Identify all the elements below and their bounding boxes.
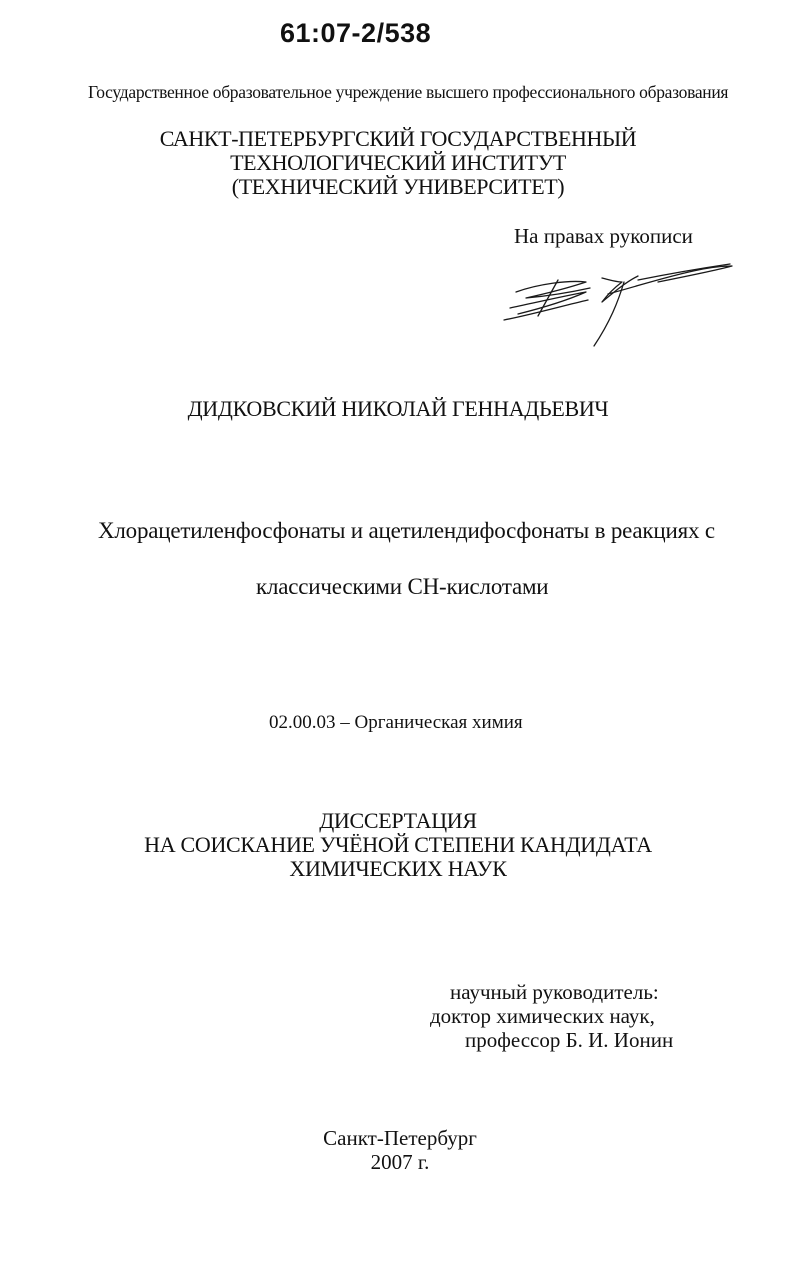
- thesis-title-line-2: классическими СН-кислотами: [256, 574, 549, 599]
- degree-line-1: ДИССЕРТАЦИЯ: [319, 808, 477, 833]
- rights-note: На правах рукописи: [514, 224, 693, 248]
- supervisor-degree: доктор химических наук,: [430, 1004, 655, 1028]
- signature-stroke: [594, 282, 624, 346]
- institution-name-line-3: (ТЕХНИЧЕСКИЙ УНИВЕРСИТЕТ): [231, 174, 565, 199]
- signature-stroke: [602, 276, 638, 302]
- signature-stroke: [638, 264, 730, 280]
- specialty-code: 02.00.03 – Органическая химия: [269, 712, 523, 733]
- thesis-title-line-1: Хлорацетиленфосфонаты и ацетилендифосфонаты в реакциях с: [98, 518, 715, 543]
- year: 2007 г.: [370, 1150, 430, 1174]
- degree-line-2: НА СОИСКАНИЕ УЧЁНОЙ СТЕПЕНИ КАНДИДАТА: [144, 832, 652, 857]
- institution-name-line-2: ТЕХНОЛОГИЧЕСКИЙ ИНСТИТУТ: [230, 150, 566, 175]
- archive-code: 61:07-2/538: [280, 18, 432, 48]
- degree-line-3: ХИМИЧЕСКИХ НАУК: [289, 856, 507, 881]
- institution-name-line-1: САНКТ-ПЕТЕРБУРГСКИЙ ГОСУДАРСТВЕННЫЙ: [159, 126, 637, 151]
- signature-stroke: [608, 266, 732, 294]
- author-name: ДИДКОВСКИЙ НИКОЛАЙ ГЕННАДЬЕВИЧ: [187, 396, 609, 421]
- supervisor-name: профессор Б. И. Ионин: [465, 1028, 674, 1052]
- city: Санкт-Петербург: [323, 1126, 477, 1150]
- supervisor-role: научный руководитель:: [450, 980, 659, 1004]
- signature-stroke: [504, 300, 588, 320]
- institution-type: Государственное образовательное учреждение высшего профессионального образования: [88, 82, 729, 102]
- handwritten-signature: [498, 258, 738, 350]
